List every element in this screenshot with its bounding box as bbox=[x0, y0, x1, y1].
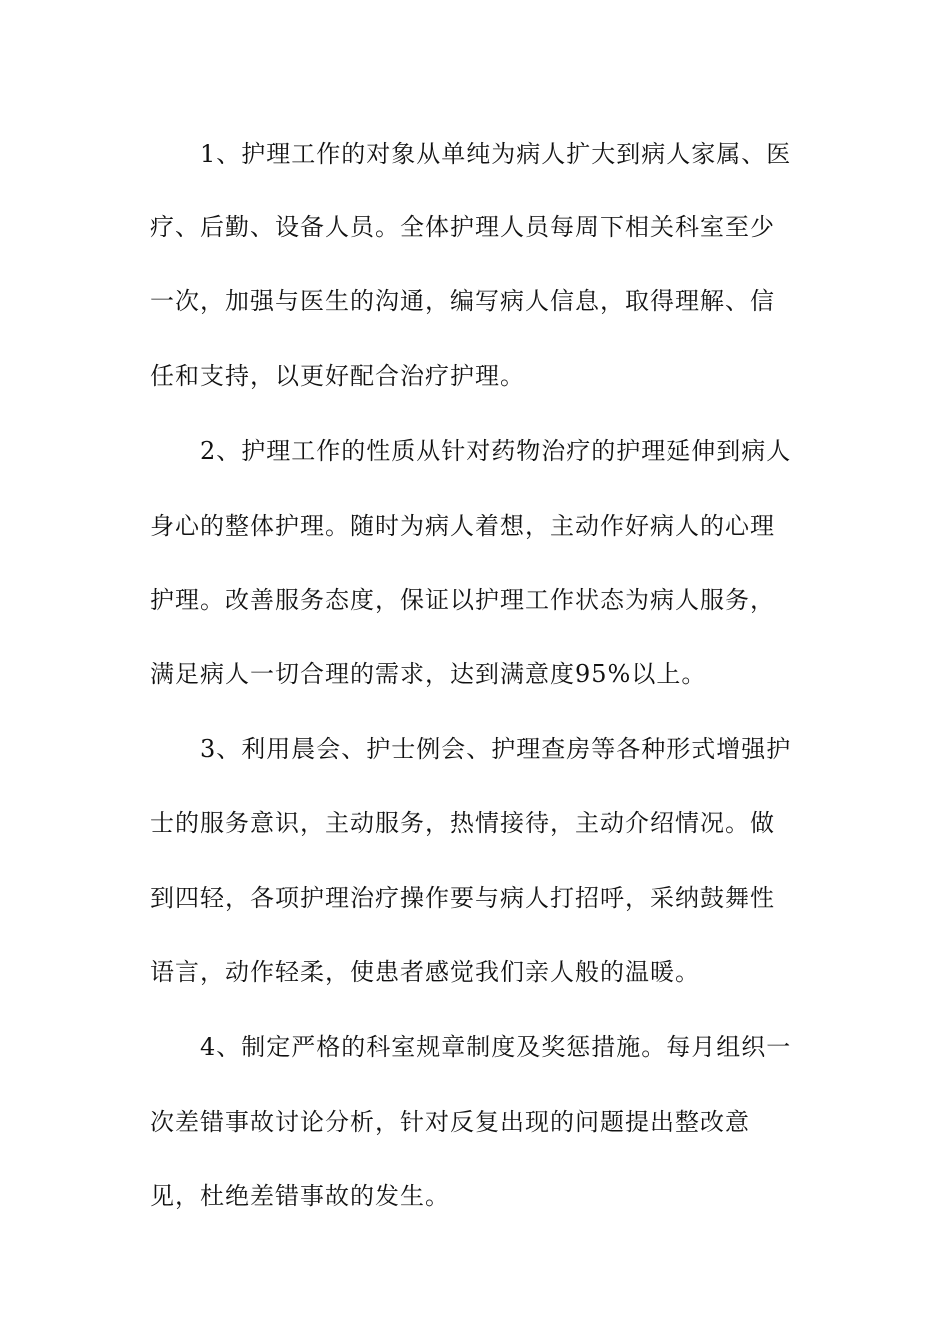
paragraph-3-line-2: 士的服务意识，主动服务，热情接待，主动介绍情况。做 bbox=[150, 809, 775, 837]
paragraph-3-line-4: 语言，动作轻柔，使患者感觉我们亲人般的温暖。 bbox=[150, 958, 700, 986]
paragraph-2-line-4: 满足病人一切合理的需求，达到满意度95%以上。 bbox=[150, 660, 707, 688]
paragraph-2-line-3: 护理。改善服务态度，保证以护理工作状态为病人服务， bbox=[150, 586, 775, 614]
paragraph-4-line-2: 次差错事故讨论分析，针对反复出现的问题提出整改意 bbox=[150, 1108, 750, 1136]
paragraph-2-line-1: 2、护理工作的性质从针对药物治疗的护理延伸到病人 bbox=[200, 437, 792, 465]
paragraph-2-line-2: 身心的整体护理。随时为病人着想，主动作好病人的心理 bbox=[150, 512, 775, 540]
paragraph-4-line-3: 见，杜绝差错事故的发生。 bbox=[150, 1182, 450, 1210]
paragraph-1-line-4: 任和支持，以更好配合治疗护理。 bbox=[150, 362, 525, 390]
paragraph-1-line-1: 1、护理工作的对象从单纯为病人扩大到病人家属、医 bbox=[200, 140, 792, 168]
paragraph-3-line-1: 3、利用晨会、护士例会、护理查房等各种形式增强护 bbox=[200, 735, 792, 763]
paragraph-1-line-3: 一次，加强与医生的沟通，编写病人信息，取得理解、信 bbox=[150, 287, 775, 315]
paragraph-4-line-1: 4、制定严格的科室规章制度及奖惩措施。每月组织一 bbox=[200, 1033, 792, 1061]
paragraph-1-line-2: 疗、后勤、设备人员。全体护理人员每周下相关科室至少 bbox=[150, 213, 775, 241]
paragraph-3-line-3: 到四轻，各项护理治疗操作要与病人打招呼，采纳鼓舞性 bbox=[150, 884, 775, 912]
